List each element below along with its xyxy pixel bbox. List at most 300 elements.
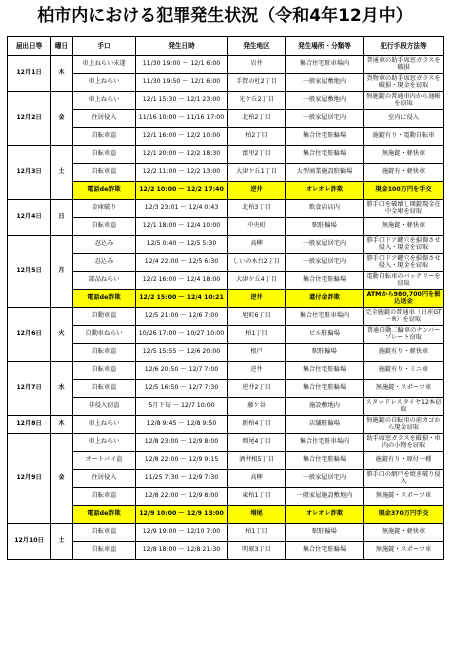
area-cell [228,146,286,164]
occurrence-time-cell [136,380,228,398]
table-row [8,506,444,524]
method-cell [364,272,444,290]
occurrence-time-cell [136,272,228,290]
occurrence-time-cell [136,128,228,146]
place-cell-text: 施設敷地内 [309,402,340,410]
area-cell [228,380,286,398]
occurrence-time-cell-text: 12/5 16:50 ～ 12/7 7:30 [144,384,219,392]
table-row [8,470,444,488]
area-cell [228,164,286,182]
table-row [8,380,444,398]
place-cell [286,488,364,506]
method-cell [364,128,444,146]
crime-type-cell [73,398,136,416]
table-row [8,110,444,128]
occurrence-time-cell-text: 12/1 18:00 ～ 12/4 10:00 [142,222,221,230]
method-cell-text: 勝手口ドア鍵穴を損傷させ侵入・現金を窃取 [366,236,441,251]
occurrence-time-cell [136,254,228,272]
area-cell-text: 増尾4丁目 [242,438,271,446]
weekday-cell: 土 [51,146,73,200]
place-cell [286,56,364,74]
method-cell [364,452,444,470]
place-cell-text: 一般家屋居宅内 [302,240,347,248]
header-report-date: 届出日等 [8,37,51,56]
crime-type-cell [73,452,136,470]
crime-type-cell-text: 車上ねらい [88,96,120,104]
weekday-cell: 月 [51,236,73,308]
method-cell [364,398,444,416]
place-cell-text: 一般家屋居宅内 [302,114,347,122]
place-cell [286,254,364,272]
occurrence-time-cell [136,110,228,128]
area-cell-text: 大津ケ丘1丁目 [235,168,278,176]
method-cell [364,92,444,110]
area-cell [228,200,286,218]
method-cell-text: 無施錠・スポーツ車 [375,384,432,392]
occurrence-time-cell-text: 12/5 15:55 ～ 12/6 20:00 [142,348,221,356]
method-cell [364,362,444,380]
area-cell-text: 高柳 [250,240,263,248]
report-date-cell: 12月3日 [8,146,51,200]
method-cell [364,434,444,452]
area-cell-text: 大津ケ丘4丁目 [235,276,278,284]
place-cell [286,344,364,362]
crime-type-cell-text: 車上ねらい [88,78,120,86]
crime-type-cell-text: 忍込み [94,258,114,266]
table-row [8,56,444,74]
method-cell-text: 施錠有り・電動自転車 [372,132,435,140]
place-cell [286,236,364,254]
method-cell [364,416,444,434]
area-cell-text: 手賀の杜2丁目 [235,78,278,86]
method-cell [364,326,444,344]
crime-type-cell-text: 自動車ねらい [85,330,123,338]
method-cell-text: 無施錠・軽快車 [381,528,426,536]
weekday-cell: 土 [51,524,73,560]
table-header-row [8,37,444,56]
crime-type-cell-text: 電話de詐欺 [87,510,121,518]
method-cell [364,254,444,272]
table-row [8,290,444,308]
place-cell [286,110,364,128]
table-row [8,434,444,452]
report-date-cell: 12月1日 [8,56,51,92]
place-cell [286,524,364,542]
area-cell-text: 藤ケ谷 [247,402,266,410]
place-cell-text: 駅駐輪場 [312,528,337,536]
area-cell-text: 逆井 [250,294,263,302]
method-cell [364,146,444,164]
place-cell-text: 集合住宅駐車場内 [299,60,350,68]
place-cell-text: 集合住宅駐輪場 [302,546,347,554]
method-cell-text: 無施錠・軽快車 [381,222,426,230]
report-date-cell: 12月5日 [8,236,51,308]
weekday-cell: 金 [51,92,73,146]
area-cell-text: 増尾 [250,510,263,518]
place-cell [286,272,364,290]
weekday-cell: 金 [51,434,73,524]
method-cell [364,524,444,542]
occurrence-time-cell-text: 12/8 22:00 ～ 12/9 8:00 [144,492,219,500]
occurrence-time-cell-text: 12/2 10:00 ～ 12/2 17:40 [139,186,224,194]
area-cell [228,272,286,290]
area-cell-text: 柏1丁目 [245,330,268,338]
place-cell-text: 一般家屋施設敷地内 [296,492,353,500]
crime-type-cell [73,254,136,272]
occurrence-time-cell [136,452,228,470]
occurrence-time-cell [136,398,228,416]
crime-type-cell-text: 住居侵入 [91,114,117,122]
crime-type-cell-text: 自転車盗 [91,546,117,554]
crime-type-cell-text: 住居侵入 [91,474,117,482]
report-date-cell: 12月8日 [8,416,51,434]
method-cell [364,470,444,488]
occurrence-time-cell-text: 10/26 17:00 ～ 10/27 10:00 [138,330,225,338]
table-row [8,218,444,236]
weekday-cell: 水 [51,362,73,416]
crime-type-cell-text: 自動車盗 [91,312,117,320]
method-cell-text: 普通車の助手席窓ガラスを破損 [366,56,441,71]
occurrence-time-cell-text: 12/1 15:30 ～ 12/1 23:00 [142,96,221,104]
occurrence-time-cell-text: 12/8 23:00 ～ 12/9 8:00 [144,438,219,446]
crime-type-cell-text: 車上ねらい [88,438,120,446]
area-cell-text: 柏2丁目 [245,132,268,140]
table-row [8,272,444,290]
place-cell [286,452,364,470]
place-cell-text: 集合住宅駐輪場 [302,366,347,374]
method-cell-text: 施錠有り・軽快車 [378,348,429,356]
method-cell-text: 現金100万円を手交 [375,186,432,194]
occurrence-time-cell-text: 12/9 10:00 ～ 12/9 13:00 [139,510,224,518]
crime-type-cell-text: 忍込み [94,240,114,248]
weekday-cell: 木 [51,56,73,92]
place-cell [286,326,364,344]
crime-type-cell [73,434,136,452]
place-cell [286,380,364,398]
place-cell-text: 還付金詐欺 [309,294,340,302]
crime-type-cell [73,416,136,434]
occurrence-time-cell [136,92,228,110]
table-row [8,452,444,470]
table-row [8,236,444,254]
occurrence-time-cell-text: 12/8 9:45 ～ 12/8 9:50 [146,420,217,428]
crime-type-cell [73,128,136,146]
method-cell-text: スタッドレスタイヤ12本窃取 [365,398,442,413]
occurrence-time-cell [136,344,228,362]
area-cell [228,398,286,416]
table-row [8,92,444,110]
area-cell [228,308,286,326]
crime-type-cell [73,380,136,398]
method-cell-text: 無施錠の自転車の前カゴから現金窃取 [366,416,441,431]
weekday-cell: 火 [51,308,73,362]
method-cell-text: 普通自動二輪車のナンバープレート窃取 [366,326,441,341]
place-cell [286,128,364,146]
occurrence-time-cell-text: 12/4 22:00 ～ 12/5 6:30 [144,258,219,266]
occurrence-time-cell [136,182,228,200]
occurrence-time-cell [136,218,228,236]
table-row [8,182,444,200]
area-cell-text: 岩井 [250,60,263,68]
method-cell-text: 無施錠・スポーツ車 [375,546,432,554]
header-method: 犯行手段方法等 [364,37,444,56]
crime-type-cell-text: 車上ねらい [88,420,120,428]
crime-table [7,36,444,560]
method-cell-text: 施錠有り・原付一種 [375,456,432,464]
area-cell-text: 富里2丁目 [242,150,271,158]
place-cell [286,146,364,164]
occurrence-time-cell [136,308,228,326]
occurrence-time-cell-text: 12/8 18:00 ～ 12/8 21:30 [142,546,221,554]
table-row [8,200,444,218]
crime-type-cell [73,182,136,200]
crime-type-cell-text: 電話de詐欺 [87,294,121,302]
area-cell [228,182,286,200]
crime-type-cell-text: 非侵入窃盗 [88,402,120,410]
area-cell-text: 中央町 [247,222,266,230]
place-cell [286,92,364,110]
crime-type-cell [73,488,136,506]
method-cell-text: 貨物車の助手席窓ガラスを破損・現金を窃取 [366,74,441,89]
header-place: 発生場所・分類等 [286,37,364,56]
area-cell [228,74,286,92]
area-cell-text: 逆井 [250,186,263,194]
method-cell-text: 勝手口を破壊し開錠現金在中金庫を窃取 [366,200,441,215]
header-occurrence-time: 発生日時 [136,37,228,56]
method-cell [364,200,444,218]
place-cell [286,434,364,452]
occurrence-time-cell-text: 11/25 7:30 ～ 12/9 7:30 [144,474,219,482]
method-cell [364,110,444,128]
place-cell-text: オレオレ詐欺 [305,510,344,518]
crime-type-cell-text: 自転車盗 [91,492,117,500]
occurrence-time-cell-text: 12/2 15:00 ～ 12/4 10:21 [139,294,224,302]
method-cell-text: 現金370万円手交 [378,510,429,518]
occurrence-time-cell-text: 12/2 11:00 ～ 12/2 13:00 [142,168,221,176]
occurrence-time-cell-text: 12/6 20:50 ～ 12/7 7:00 [144,366,219,374]
area-cell [228,416,286,434]
area-cell [228,56,286,74]
crime-type-cell-text: 自転車盗 [91,150,117,158]
method-cell [364,542,444,560]
occurrence-time-cell [136,524,228,542]
occurrence-time-cell-text: 12/5 21:00 ～ 12/6 7:00 [144,312,219,320]
occurrence-time-cell-text: 11/30 19:00 ～ 12/1 6:00 [142,60,221,68]
method-cell [364,380,444,398]
crime-type-cell [73,218,136,236]
occurrence-time-cell-text: 12/1 16:00 ～ 12/2 10:00 [142,132,221,140]
place-cell-text: 飲食店店内 [309,204,340,212]
area-cell [228,218,286,236]
crime-type-cell [73,290,136,308]
crime-type-cell [73,272,136,290]
table-row [8,74,444,92]
method-cell-text: 施錠有・軽快車 [381,168,426,176]
method-cell-text: 勝手口の網戸を焼き破り侵入 [366,470,441,485]
place-cell [286,290,364,308]
place-cell-text: 一般家屋居宅内 [302,258,347,266]
report-date-cell: 12月7日 [8,362,51,416]
crime-type-cell [73,56,136,74]
place-cell-text: ビル駐輪場 [309,330,340,338]
area-cell-text: 酒井根5丁目 [239,456,274,464]
method-cell [364,164,444,182]
area-cell-text: 旭町6丁目 [242,312,271,320]
place-cell [286,506,364,524]
crime-type-cell [73,542,136,560]
method-cell-text: 無施錠・スポーツ車 [375,492,432,500]
crime-type-cell-text: 自転車盗 [91,384,117,392]
table-row [8,542,444,560]
occurrence-time-cell-text: 12/8 22:00 ～ 12/9 9:15 [144,456,219,464]
area-cell [228,488,286,506]
table-row [8,416,444,434]
crime-type-cell-text: 自転車盗 [91,222,117,230]
report-date-cell: 12月10日 [8,524,51,560]
crime-type-cell [73,92,136,110]
crime-type-cell [73,506,136,524]
report-date-cell: 12月2日 [8,92,51,146]
occurrence-time-cell [136,542,228,560]
area-cell [228,290,286,308]
area-cell [228,524,286,542]
occurrence-time-cell [136,362,228,380]
area-cell [228,470,286,488]
method-cell-text: 無施錠・軽快車 [381,150,426,158]
place-cell-text: 集合住宅駐車場内 [299,312,350,320]
table-row [8,344,444,362]
area-cell-text: 高柳 [250,474,263,482]
crime-type-cell-text: 部品ねらい [88,276,120,284]
place-cell-text: オレオレ詐欺 [305,186,344,194]
area-cell [228,344,286,362]
method-cell [364,74,444,92]
method-cell [364,344,444,362]
crime-type-cell [73,74,136,92]
occurrence-time-cell-text: 12/1 20:00 ～ 12/2 18:30 [142,150,221,158]
occurrence-time-cell [136,236,228,254]
method-cell-text: 電動自転車のバッテリーを窃取 [366,272,441,287]
crime-type-cell-text: オートバイ盗 [85,456,123,464]
method-cell-text: 無施錠の普通車内から通帳を窃取 [366,92,441,107]
place-cell [286,200,364,218]
place-cell-text: 集合住宅駐輪場 [302,276,347,284]
crime-type-cell [73,344,136,362]
area-cell-text: 新柏4丁目 [242,420,271,428]
table-row [8,524,444,542]
area-cell [228,434,286,452]
method-cell [364,218,444,236]
table-row [8,164,444,182]
place-cell-text: 一般家屋敷地内 [302,96,347,104]
report-date-cell: 12月6日 [8,308,51,362]
place-cell-text: 集合住宅駐輪場 [302,384,347,392]
area-cell [228,362,286,380]
method-cell [364,56,444,74]
area-cell-text: 東柏1丁目 [242,492,271,500]
occurrence-time-cell-text: 12/5 0:40 ～ 12/5 5:30 [146,240,217,248]
weekday-cell: 日 [51,200,73,236]
method-cell [364,488,444,506]
method-cell [364,290,444,308]
area-cell-text: 北柏2丁目 [242,114,271,122]
crime-type-cell-text: 自転車盗 [91,348,117,356]
method-cell-text: 完全施錠の普通車（日産GT－R）を窃取 [365,308,442,323]
header-weekday: 曜日 [51,37,73,56]
table-row [8,362,444,380]
method-cell-text: 勝手口ドア鍵穴を損傷させ侵入・現金を窃取 [366,254,441,269]
occurrence-time-cell [136,326,228,344]
place-cell-text: 駅駐輪場 [312,348,337,356]
place-cell-text: 大型商業施設駐輪場 [296,168,353,176]
place-cell [286,74,364,92]
area-cell [228,506,286,524]
method-cell-text: ATMから980,700円を振込送金 [366,290,441,305]
report-date-cell: 12月4日 [8,200,51,236]
crime-type-cell-text: 自転車盗 [91,168,117,176]
place-cell [286,398,364,416]
crime-type-cell [73,524,136,542]
table-row [8,146,444,164]
occurrence-time-cell [136,200,228,218]
occurrence-time-cell [136,146,228,164]
place-cell-text: 集合住宅駐輪場 [302,132,347,140]
area-cell-text: 明原3丁目 [242,546,271,554]
occurrence-time-cell-text: 11/16 10:00 ～ 11/16 17:00 [138,114,225,122]
area-cell [228,128,286,146]
crime-type-cell [73,308,136,326]
area-cell-text: 柏1丁目 [245,528,268,536]
crime-type-cell-text: 車上ねらい未遂 [82,60,126,68]
method-cell [364,236,444,254]
method-cell-text: 施錠有り・ミニ車 [378,366,429,374]
method-cell [364,308,444,326]
area-cell-text: 根戸 [250,348,263,356]
area-cell-text: しいの木台2丁目 [232,258,281,266]
occurrence-time-cell [136,488,228,506]
place-cell [286,308,364,326]
place-cell [286,182,364,200]
crime-type-cell-text: 自転車盗 [91,366,117,374]
area-cell [228,326,286,344]
crime-table-body [8,56,444,560]
place-cell [286,218,364,236]
occurrence-time-cell-text: 11/30 19:50 ～ 12/1 6:00 [142,78,221,86]
area-cell [228,92,286,110]
occurrence-time-cell [136,56,228,74]
weekday-cell: 木 [51,416,73,434]
occurrence-time-cell [136,506,228,524]
area-cell [228,452,286,470]
method-cell [364,182,444,200]
place-cell-text: 集合住宅駐輪場 [302,150,347,158]
crime-type-cell [73,362,136,380]
place-cell [286,542,364,560]
header-area: 発生地区 [228,37,286,56]
place-cell-text: 駅駐輪場 [312,222,337,230]
crime-type-cell [73,146,136,164]
area-cell [228,110,286,128]
occurrence-time-cell-text: 12/3 23:01 ～ 12/4 0:43 [144,204,219,212]
table-row [8,254,444,272]
place-cell [286,164,364,182]
crime-type-cell-text: 自転車盗 [91,132,117,140]
occurrence-time-cell [136,434,228,452]
table-row [8,128,444,146]
occurrence-time-cell-text: 5月下旬 ～ 12/7 10:00 [148,402,215,410]
place-cell-text: 一般家屋居宅内 [302,474,347,482]
occurrence-time-cell [136,164,228,182]
